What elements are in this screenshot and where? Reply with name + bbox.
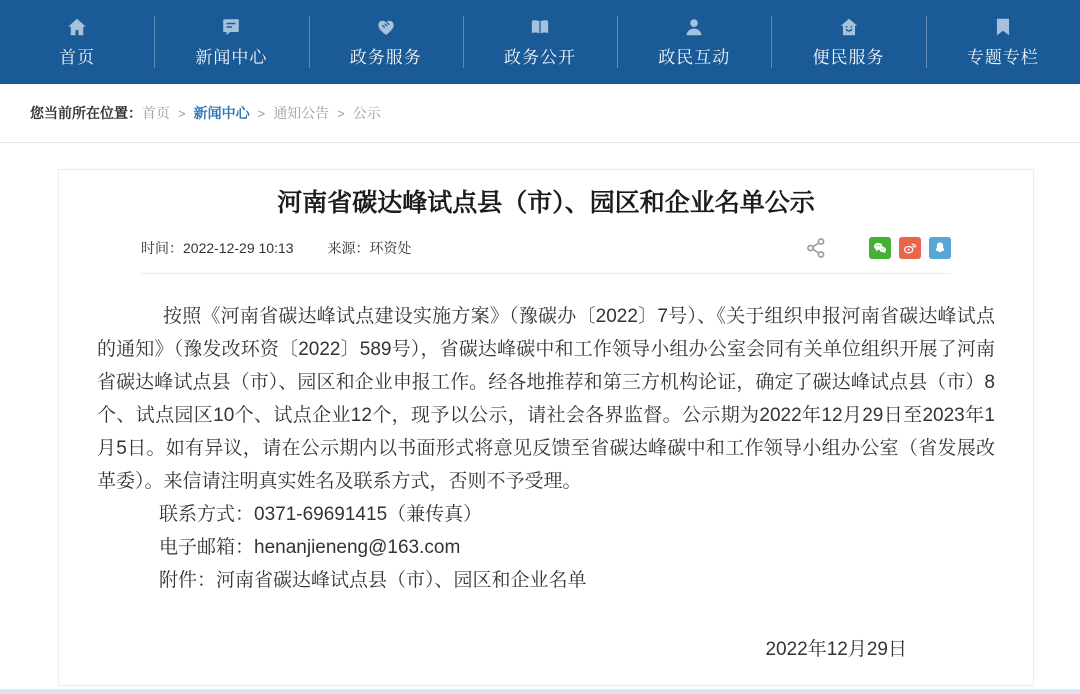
nav-item-label: 政民互动 — [658, 48, 731, 67]
meta-time-value: 2022-12-29 10:13 — [183, 240, 294, 256]
home-icon — [66, 16, 88, 38]
open-book-icon — [529, 16, 551, 38]
nav-item-label: 政务服务 — [349, 48, 422, 67]
article-body — [59, 274, 1033, 666]
breadcrumb-home[interactable]: 首页 — [142, 105, 170, 121]
nav-item-label: 首页 — [59, 48, 96, 67]
breadcrumb-separator: > — [178, 105, 186, 121]
footer-strip — [0, 689, 1080, 694]
handshake-heart-icon — [375, 16, 397, 38]
breadcrumb-public-notice[interactable]: 公示 — [352, 105, 381, 121]
weibo-share-icon[interactable] — [899, 237, 921, 259]
article-meta-row — [141, 237, 951, 274]
nav-item-interaction[interactable] — [617, 0, 771, 84]
nav-item-label: 专题专栏 — [966, 48, 1039, 67]
qq-share-icon[interactable] — [929, 237, 951, 259]
meta-time-label: 时间： — [141, 240, 183, 256]
breadcrumb-separator: > — [337, 105, 345, 121]
share-icon[interactable] — [805, 237, 827, 259]
nav-item-gov-disclosure[interactable] — [463, 0, 617, 84]
bookmark-icon — [992, 16, 1014, 38]
article-card — [58, 169, 1034, 686]
meta-source-value: 环资处 — [369, 240, 412, 256]
nav-item-gov-services[interactable] — [309, 0, 463, 84]
page-title: 河南省碳达峰试点县（市）、园区和企业名单公示 — [277, 189, 815, 217]
breadcrumb-news-center[interactable]: 新闻中心 — [193, 105, 250, 121]
breadcrumb-prefix: 您当前所在位置： — [30, 105, 142, 121]
contact-email-label: 电子邮箱： — [159, 537, 255, 558]
nav-item-label: 便民服务 — [812, 48, 885, 67]
share-toolbar — [805, 237, 951, 259]
attachment-link[interactable]: 河南省碳达峰试点县（市）、园区和企业名单 — [216, 570, 587, 591]
attachment-label: 附件： — [159, 570, 217, 591]
contact-email-line — [97, 531, 995, 564]
nav-item-label: 政务公开 — [503, 48, 576, 67]
article-meta — [141, 238, 412, 258]
attachment-line — [97, 564, 995, 597]
nav-item-news-center[interactable] — [154, 0, 308, 84]
nav-item-convenience[interactable] — [771, 0, 925, 84]
top-navigation — [0, 0, 1080, 84]
breadcrumb — [0, 84, 1080, 143]
meta-source-label: 来源： — [327, 240, 370, 256]
article-paragraph: 按照《河南省碳达峰试点建设实施方案》（豫碳办〔2022〕7号）、《关于组织申报河南省碳达峰试点的通知》（豫发改环资〔2022〕589号），省碳达峰碳中和工作领导小组办公室会同有关单位组织开展了河南省碳达峰试点县（市）、园区和企业申报工作。经各地推荐和第三方机构论证，确定了碳达峰试点县（市）8个、试点园区10个、试点企业12个，现予以公示，请社会各界监督。公示期为2022年12月29日至2023年1月5日。如有异议，请在公示期内以书面形式将意见反馈至省碳达峰碳中和工作领导小组办公室（省发展改革委）。来信请注明真实姓名及联系方式，否则不予受理。 — [97, 306, 995, 492]
person-icon — [683, 16, 705, 38]
nav-item-label: 新闻中心 — [195, 48, 268, 67]
nav-item-home[interactable] — [0, 0, 154, 84]
breadcrumb-separator: > — [257, 105, 266, 121]
breadcrumb-notices[interactable]: 通知公告 — [273, 105, 330, 121]
nav-item-special-topics[interactable] — [926, 0, 1080, 84]
contact-phone-line: 联系方式：0371-69691415（兼传真） — [159, 504, 483, 525]
wechat-share-icon[interactable] — [869, 237, 891, 259]
contact-email-value: henanjieneng@163.com — [254, 537, 461, 558]
article-date: 2022年12月29日 — [765, 639, 907, 660]
news-icon — [220, 16, 242, 38]
house-smile-icon — [838, 16, 860, 38]
